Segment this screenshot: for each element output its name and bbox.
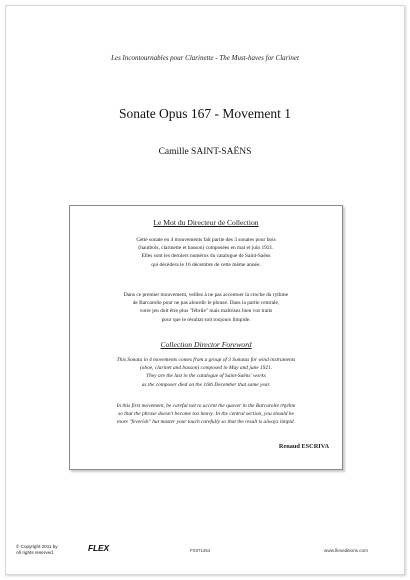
- copyright-line: All rights reserved.: [16, 550, 55, 555]
- foreword-paragraph-fr-2: [76, 291, 336, 324]
- text-line: In this first movement, be careful not to accent the quaver in the Barcarolle rhythm: [116, 403, 296, 409]
- page-title: Sonate Opus 167 - Movement 1: [118, 106, 292, 121]
- text-line: (hautbois, clarinette et basson) composées en mai et juin 1921.: [138, 245, 274, 252]
- foreword-box: [69, 205, 343, 470]
- text-line: as the composer died on the 16th December that same year.: [141, 381, 271, 388]
- foreword-paragraph-fr-1: [76, 236, 336, 269]
- text-line: more "feverish" but master your touch carefully so that the result is always limpid.: [117, 419, 295, 426]
- text-line: votre jeu doit être plus "fébrile" mais maîtrisez bien vos traits: [139, 308, 273, 315]
- foreword-heading-fr: Le Mot du Directeur de Collection: [153, 218, 259, 227]
- text-line: Cette sonate en 4 mouvements fait partie des 3 sonates pour bois: [136, 237, 276, 243]
- text-line: Dans ce premier mouvement, veillez à ne pas accentuer la croche du rythme: [123, 292, 289, 298]
- copyright-notice: [16, 544, 58, 556]
- text-line: de Barcarolle pour ne pas alourdir le phrasé. Dans la partie centrale,: [132, 300, 280, 307]
- publisher-logo: FLEX: [88, 543, 109, 553]
- catalog-number: FX071454: [190, 548, 211, 553]
- text-line: so that the phrase doesn't become too heavy. In the central section, you should be: [118, 411, 294, 418]
- text-line: pour que le résultat soit toujours limpide.: [161, 316, 251, 323]
- text-line: (oboe, clarinet and basson) composed in May and june 1921.: [139, 365, 273, 372]
- text-line: Elles sont les derniers numéros du catalogue de Saint-Saëns: [141, 253, 271, 260]
- copyright-line: © Copyright 2011 by: [16, 544, 58, 549]
- text-line: They are the last in the catalogue of Saint-Saëns' works: [146, 373, 266, 380]
- text-line: qui décèdera le 16 décembre de cette même année.: [151, 261, 261, 268]
- foreword-signature: Renaud ESCRIVA: [278, 443, 329, 450]
- foreword-paragraph-en-2: [76, 402, 336, 427]
- composer-name: Camille SAINT-SAËNS: [158, 147, 252, 157]
- publisher-website: www.flexeditions.com: [324, 548, 368, 553]
- foreword-paragraph-en-1: [76, 356, 336, 389]
- text-line: This Sonata in 4 movements comes from a group of 3 Sonatas for wind instruments: [116, 357, 296, 363]
- foreword-heading-en: Collection Director Foreword: [160, 340, 252, 349]
- collection-series-title: Les Incontournables pour Clarinette - The Must-haves for Clarinet: [111, 54, 299, 62]
